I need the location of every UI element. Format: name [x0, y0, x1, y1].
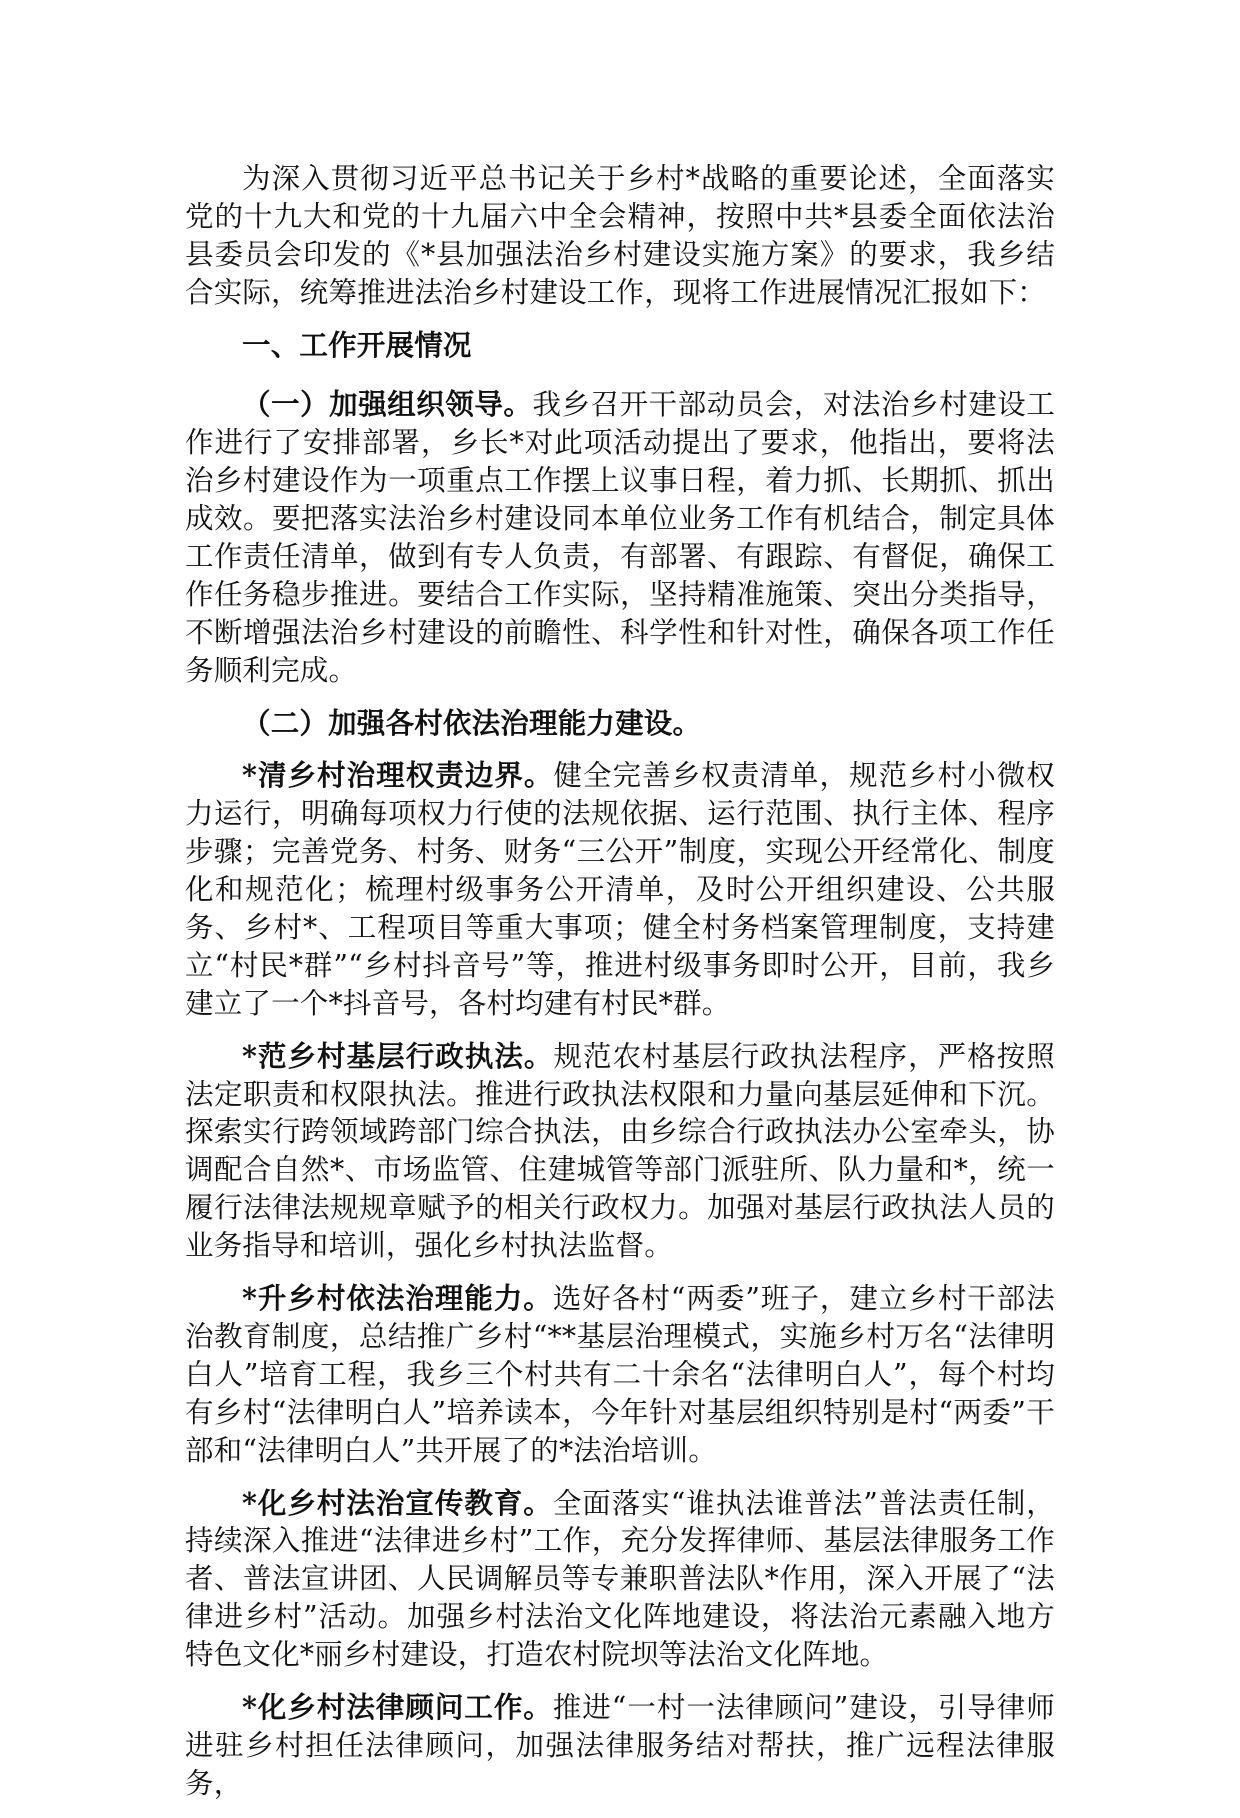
point-paragraph: [185, 1280, 1055, 1469]
point-title: *化乡村法律顾问工作。: [242, 1689, 553, 1724]
section-heading: [185, 327, 1055, 365]
point-paragraph: [185, 757, 1055, 1022]
subsection-heading: [185, 705, 1055, 743]
point-title: *升乡村依法治理能力。: [242, 1281, 553, 1316]
point-paragraph: [185, 1485, 1055, 1674]
item-title: （一）加强组织领导。: [242, 387, 533, 422]
document-page: [185, 160, 1055, 1818]
item-paragraph-organization: [185, 386, 1055, 689]
point-body: 健全完善乡权责清单，规范乡村小微权力运行，明确每项权力行使的法规依据、运行范围、执行主体、程序步骤；完善党务、村务、财务“三公开”制度，实现公开经常化、制度化和规范化；梳理村级事务公开清单，及时公开组织建设、公共服务、乡村*、工程项目等重大事项；健全村务档案管理制度，支持建立“村民*群”“乡村抖音号”等，推进村级事务即时公开，目前，我乡建立了一个*抖音号，各村均建有村民*群。: [185, 759, 1056, 1020]
point-title: *清乡村治理权责边界。: [242, 758, 554, 793]
point-body: 推进“一村一法律顾问”建设，引导律师进驻乡村担任法律顾问，加强法律服务结对帮扶，推广远程法律服务，: [185, 1690, 1055, 1800]
point-title: *化乡村法治宣传教育。: [242, 1485, 553, 1520]
item-body: 我乡召开干部动员会，对法治乡村建设工作进行了安排部署，乡长*对此项活动提出了要求，他指出，要将法治乡村建设作为一项重点工作摆上议事日程，着力抓、长期抓、抓出成效。要把落实法治乡村建设同本单位业务工作有机结合，制定具体工作责任清单，做到有专人负责，有部署、有跟踪、有督促，确保工作任务稳步推进。要结合工作实际，坚持精准施策、突出分类指导，不断增强法治乡村建设的前瞻性、科学性和针对性，确保各项工作任务顺利完成。: [185, 388, 1055, 687]
subsection-heading-text: （二）加强各村依法治理能力建设。: [242, 705, 702, 740]
point-paragraph: [185, 1689, 1055, 1803]
point-body: 全面落实“谁执法谁普法”普法责任制，持续深入推进“法律进乡村”工作，充分发挥律师、基层法律服务工作者、普法宣讲团、人民调解员等专兼职普法队*作用，深入开展了“法律进乡村”活动。加强乡村法治文化阵地建设，将法治元素融入地方特色文化*丽乡村建设，打造农村院坝等法治文化阵地。: [185, 1486, 1055, 1672]
section-heading-text: 一、工作开展情况: [242, 327, 472, 362]
point-title: *范乡村基层行政执法。: [242, 1038, 554, 1073]
point-paragraph: [185, 1038, 1055, 1265]
point-body: 规范农村基层行政执法程序，严格按照法定职责和权限执法。推进行政执法权限和力量向基层延伸和下沉。探索实行跨领域跨部门综合执法，由乡综合行政执法办公室牵头，协调配合自然*、市场监管、住建城管等部门派驻所、队力量和*，统一履行法律法规规章赋予的相关行政权力。加强对基层行政执法人员的业务指导和培训，强化乡村执法监督。: [185, 1039, 1056, 1263]
point-body: 选好各村“两委”班子，建立乡村干部法治教育制度，总结推广乡村“**基层治理模式，实施乡村万名“法律明白人”培育工程，我乡三个村共有二十余名“法律明白人”，每个村均有乡村“法律明白人”培养读本，今年针对基层组织特别是村“两委”干部和“法律明白人”共开展了的*法治培训。: [185, 1282, 1055, 1467]
intro-paragraph: 为深入贯彻习近平总书记关于乡村*战略的重要论述，全面落实党的十九大和党的十九届六中全会精神，按照中共*县委全面依法治县委员会印发的《*县加强法治乡村建设实施方案》的要求，我乡结合实际，统筹推进法治乡村建设工作，现将工作进展情况汇报如下：: [185, 162, 1055, 309]
